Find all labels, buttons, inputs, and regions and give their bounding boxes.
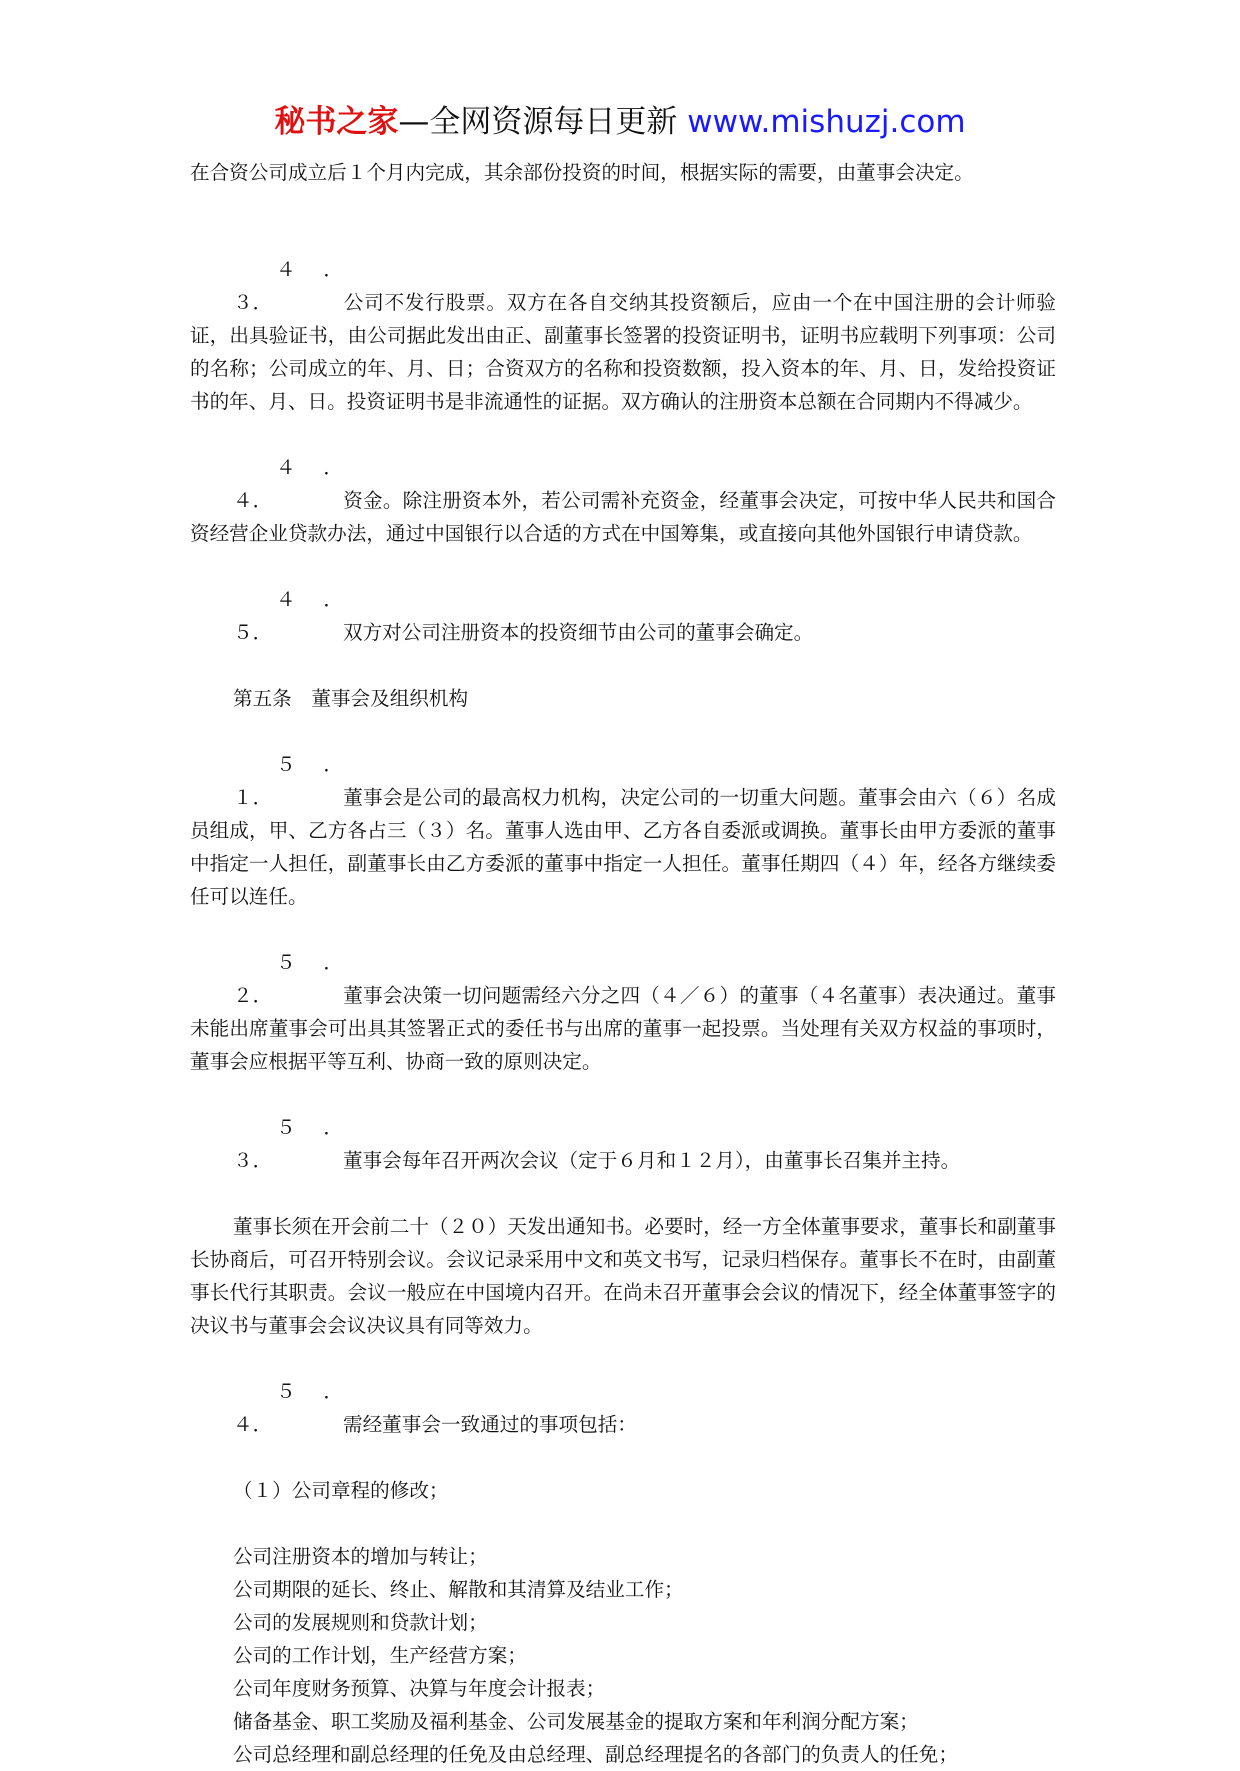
list-item: 公司注册资本的增加与转让； [233, 1545, 488, 1568]
clause-4-5: ４．５． 双方对公司注册资本的投资细节由公司的董事会确定。 [190, 583, 1056, 649]
banner-brand: 秘书之家 [274, 104, 399, 140]
clause-5-3: ５．３． 董事会每年召开两次会议（定于６月和１２月），由董事长召集并主持。 [190, 1111, 1056, 1177]
clause-number: ５．２． [233, 951, 343, 1007]
clause-5-1: ５．１． 董事会是公司的最高权力机构，决定公司的一切重大问题。董事会由六（６）名成员组成，甲、乙方各占三（３）名。董事人选由甲、乙方各自委派或调换。董事长由甲方委派的董事中指定一人担任，副董事长由乙方委派的董事中指定一人担任。董事任期四（４）年，经各方继续委任可以连任。 [190, 748, 1056, 913]
clause-number: ４．３． [233, 258, 343, 314]
clause-number: ５．１． [233, 753, 343, 809]
clause-5-2: ５．２． 董事会决策一切问题需经六分之四（４／６）的董事（４名董事）表决通过。董事未能出席董事会可出具其签署正式的委任书与出席的董事一起投票。当处理有关双方权益的事项时，董事会应根据平等互利、协商一致的原则决定。 [190, 946, 1056, 1078]
document-body [190, 156, 1056, 1771]
list-item: 公司期限的延长、终止、解散和其清算及结业工作； [233, 1578, 684, 1601]
clause-5-4-item-1: （１）公司章程的修改； [233, 1479, 449, 1502]
list-item: 公司年度财务预算、决算与年度会计报表； [233, 1677, 606, 1700]
article-5-heading: 第五条 董事会及组织机构 [233, 687, 469, 710]
clause-4-3: ４．３． 公司不发行股票。双方在各自交纳其投资额后，应由一个在中国注册的会计师验证，出具验证书，由公司据此发出由正、副董事长签署的投资证明书，证明书应载明下列事项：公司的名称；公司成立的年、月、日；合资双方的名称和投资数额，投入资本的年、月、日，发给投资证书的年、月、日。投资证明书是非流通性的证据。双方确认的注册资本总额在合同期内不得减少。 [190, 253, 1056, 418]
clause-4-4: ４．４． 资金。除注册资本外，若公司需补充资金，经董事会决定，可按中华人民共和国合资经营企业贷款办法，通过中国银行以合适的方式在中国筹集，或直接向其他外国银行申请贷款。 [190, 451, 1056, 550]
clause-5-3-notice: 董事长须在开会前二十（２０）天发出通知书。必要时，经一方全体董事要求，董事长和副董事长协商后，可召开特别会议。会议记录采用中文和英文书写，记录归档保存。董事长不在时，由副董事长代行其职责。会议一般应在中国境内召开。在尚未召开董事会会议的情况下，经全体董事签字的决议书与董事会会议决议具有同等效力。 [190, 1215, 1056, 1337]
banner-url[interactable]: www.mishuzj.com [687, 104, 966, 140]
paragraph-continued: 在合资公司成立后１个月内完成，其余部份投资的时间，根据实际的需要，由董事会决定。 [190, 161, 974, 184]
clause-number: ４．５． [233, 588, 343, 644]
matters-list [190, 1540, 1056, 1771]
clause-number: ４．４． [233, 456, 343, 512]
list-item: 公司的工作计划，生产经营方案； [233, 1644, 527, 1667]
list-item: 公司总经理和副总经理的任免及由总经理、副总经理提名的各部门的负责人的任免； [233, 1743, 958, 1766]
clause-5-4: ５．４． 需经董事会一致通过的事项包括： [190, 1375, 1056, 1441]
clause-number: ５．３． [233, 1116, 343, 1172]
banner-slogan: —全网资源每日更新 [398, 104, 678, 140]
site-banner [0, 100, 1240, 144]
clause-number: ５．４． [233, 1380, 343, 1436]
list-item: 公司的发展规则和贷款计划； [233, 1611, 488, 1634]
list-item: 储备基金、职工奖励及福利基金、公司发展基金的提取方案和年利润分配方案； [233, 1710, 919, 1733]
